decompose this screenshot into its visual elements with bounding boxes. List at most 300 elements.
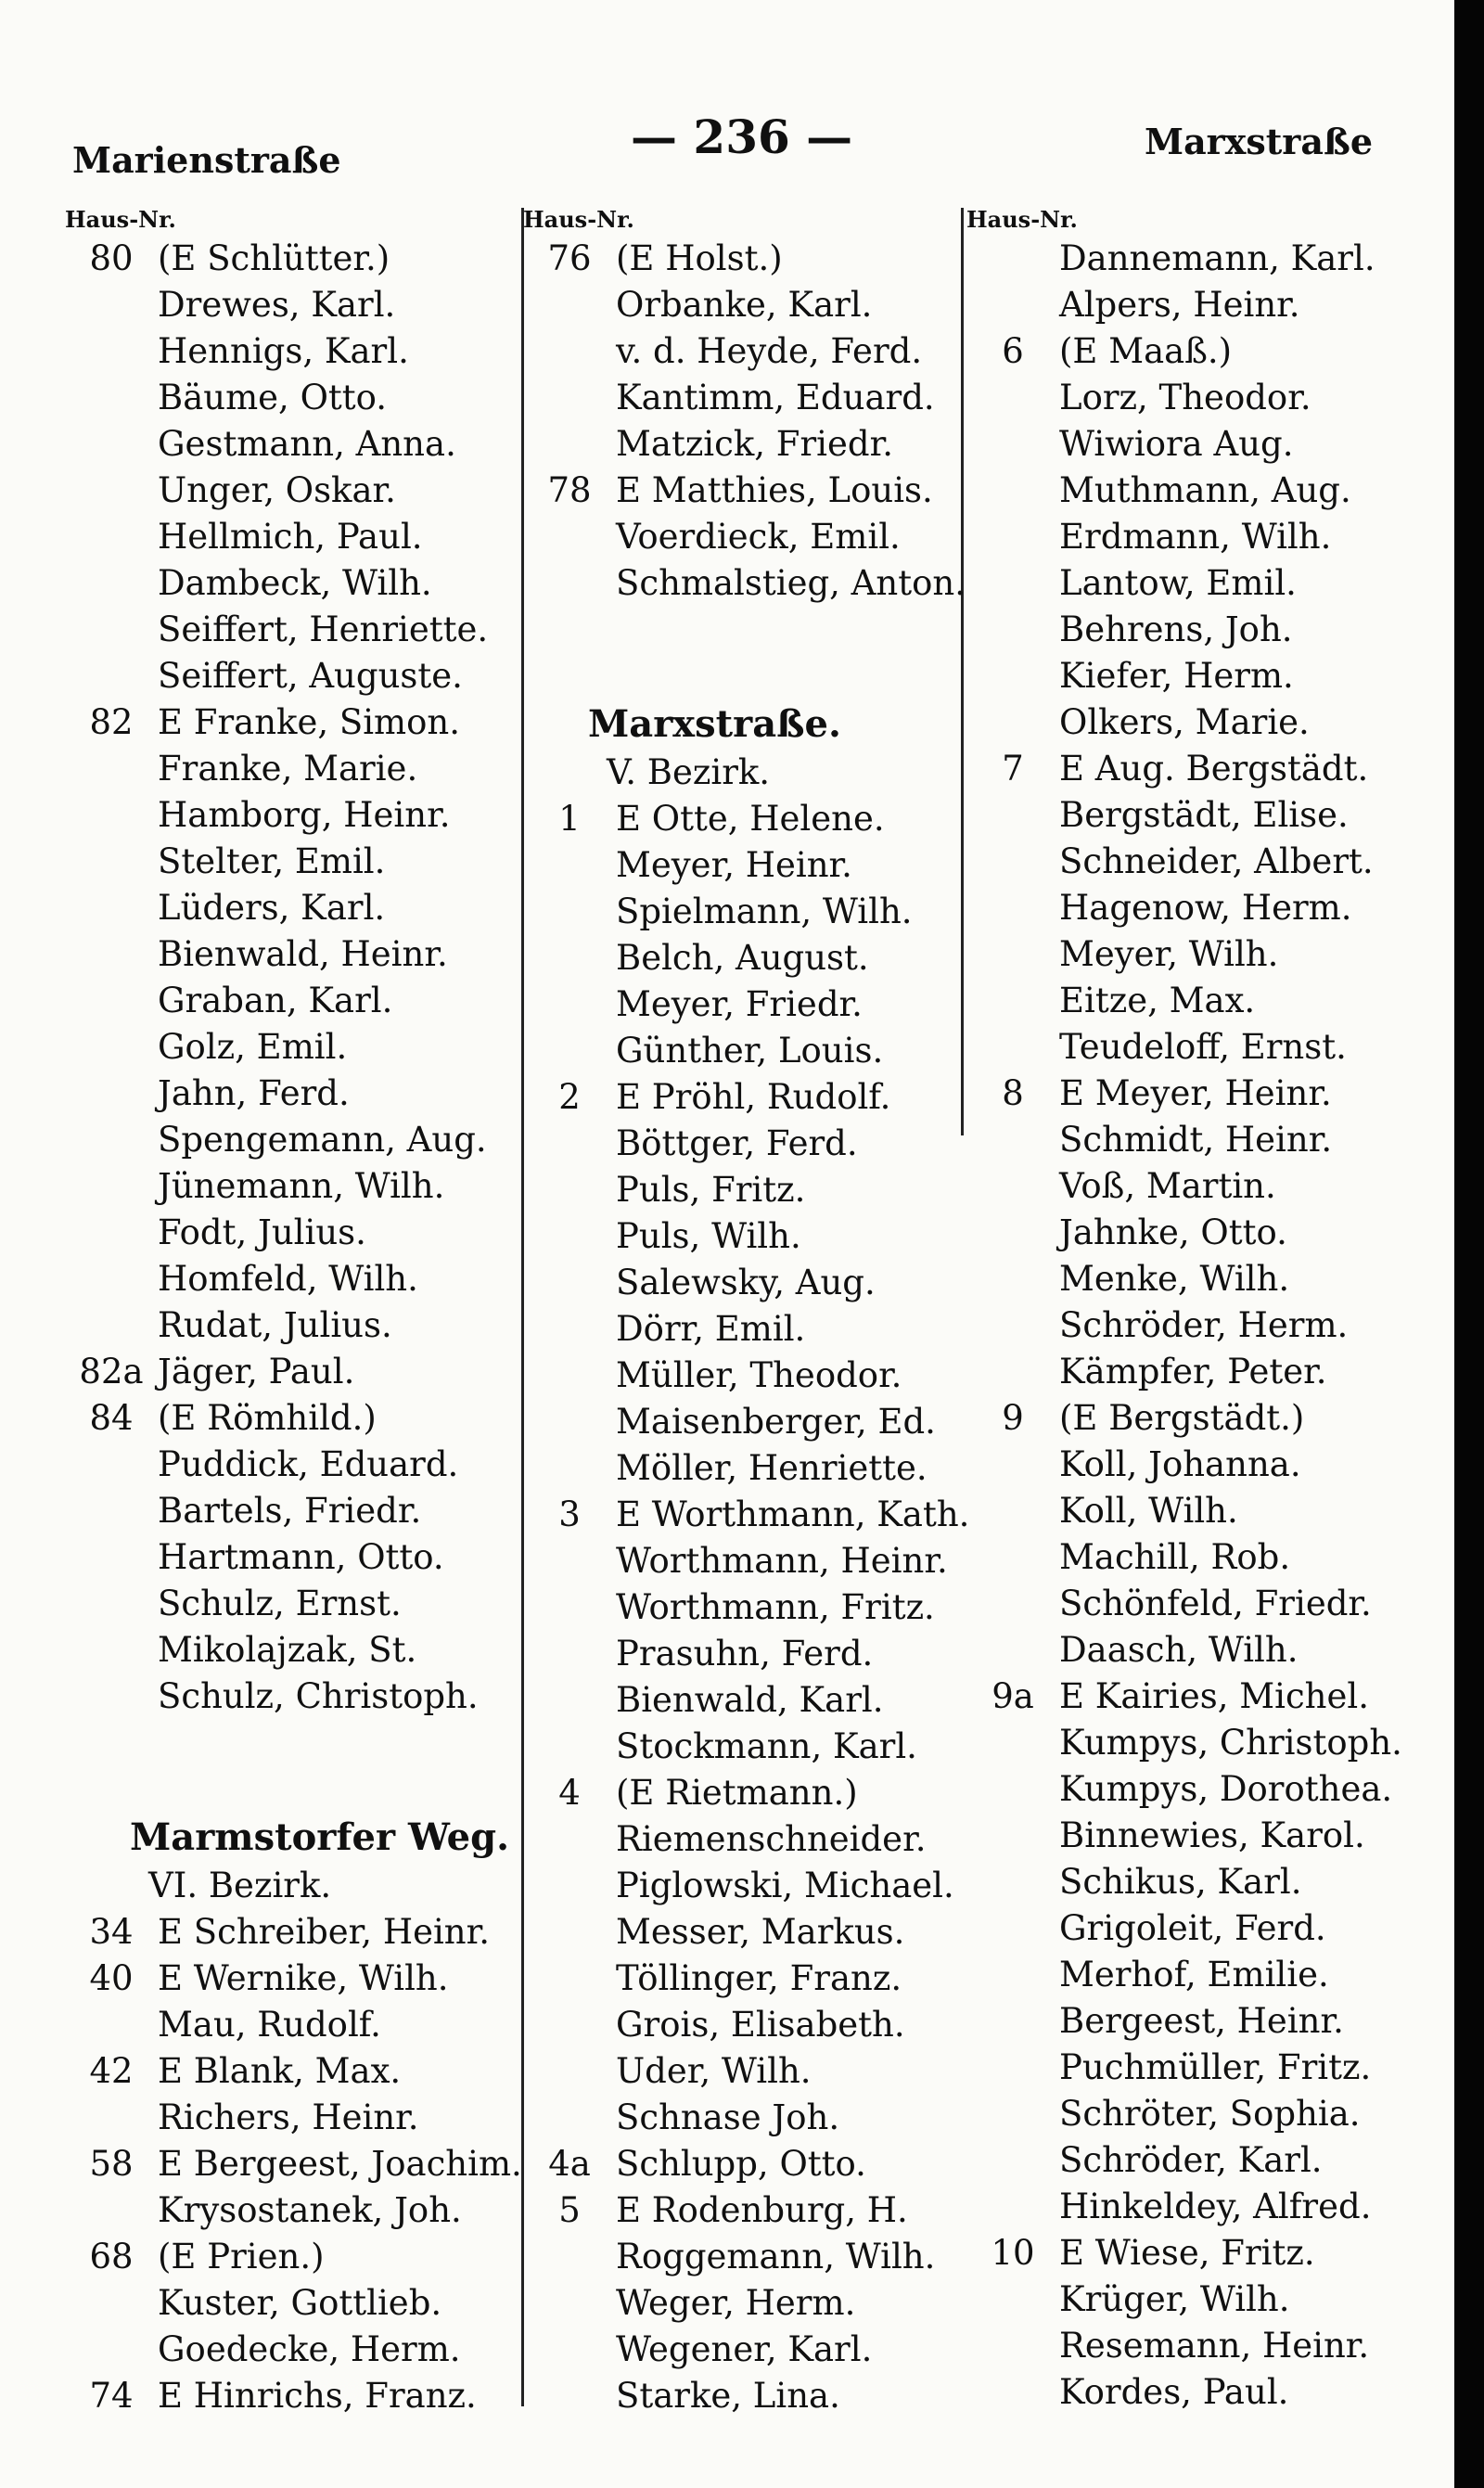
directory-entry bbox=[523, 1028, 978, 1074]
house-number bbox=[523, 2327, 616, 2373]
directory-entry bbox=[65, 514, 529, 560]
resident-name: E Franke, Simon. bbox=[158, 702, 460, 742]
resident-name: (E Rietmann.) bbox=[616, 1773, 858, 1813]
directory-entry bbox=[966, 1627, 1430, 1674]
directory-entry bbox=[966, 2045, 1430, 2091]
directory-entry bbox=[523, 2002, 978, 2048]
house-number: 40 bbox=[89, 1958, 134, 1998]
house-number: 4 bbox=[558, 1773, 581, 1813]
resident-name: Seiffert, Auguste. bbox=[158, 656, 463, 696]
house-number bbox=[966, 699, 1059, 746]
house-number: 9 bbox=[1002, 1398, 1024, 1438]
house-number bbox=[966, 607, 1059, 653]
resident-name: Daasch, Wilh. bbox=[1059, 1630, 1298, 1670]
house-number bbox=[966, 2276, 1059, 2323]
directory-entry bbox=[523, 560, 978, 607]
directory-entry bbox=[523, 889, 978, 935]
resident-name: Töllinger, Franz. bbox=[616, 1958, 902, 1998]
directory-entry bbox=[65, 328, 529, 375]
resident-name: Roggemann, Wilh. bbox=[616, 2237, 936, 2276]
house-number bbox=[65, 1442, 158, 1488]
house-number bbox=[966, 1163, 1059, 1210]
resident-name: E Worthmann, Kath. bbox=[616, 1494, 970, 1534]
resident-name: Drewes, Karl. bbox=[158, 285, 396, 325]
directory-entry bbox=[966, 1349, 1430, 1395]
resident-name: Böttger, Ferd. bbox=[616, 1123, 858, 1163]
directory-entry bbox=[523, 328, 978, 375]
directory-entry bbox=[65, 2327, 529, 2373]
resident-name: Wegener, Karl. bbox=[616, 2329, 873, 2369]
house-number bbox=[65, 1024, 158, 1071]
house-number bbox=[65, 653, 158, 699]
house-number bbox=[966, 1720, 1059, 1766]
directory-entry bbox=[523, 935, 978, 981]
house-number bbox=[65, 792, 158, 839]
directory-entry bbox=[523, 375, 978, 421]
resident-name: Golz, Emil. bbox=[158, 1027, 348, 1067]
spacer bbox=[65, 1766, 529, 1813]
house-number bbox=[523, 1167, 616, 1213]
directory-entry bbox=[966, 746, 1430, 792]
directory-entry bbox=[966, 1024, 1430, 1071]
house-number bbox=[65, 839, 158, 885]
directory-entry bbox=[65, 2373, 529, 2419]
house-number: 9a bbox=[991, 1676, 1034, 1716]
resident-name: Jäger, Paul. bbox=[158, 1352, 355, 1391]
house-number bbox=[523, 1863, 616, 1909]
resident-name: Schröder, Karl. bbox=[1059, 2140, 1323, 2180]
house-number bbox=[65, 1071, 158, 1117]
house-number bbox=[65, 282, 158, 328]
directory-entry bbox=[966, 2137, 1430, 2184]
directory-entry bbox=[65, 885, 529, 931]
house-number bbox=[523, 2095, 616, 2141]
house-number bbox=[966, 1766, 1059, 1813]
resident-name: Kordes, Paul. bbox=[1059, 2372, 1289, 2412]
directory-entry bbox=[65, 1349, 529, 1395]
house-number bbox=[523, 1816, 616, 1863]
house-number bbox=[966, 978, 1059, 1024]
resident-name: Bergeest, Heinr. bbox=[1059, 2001, 1344, 2041]
house-number bbox=[966, 2184, 1059, 2230]
resident-name: Grois, Elisabeth. bbox=[616, 2005, 905, 2045]
house-number bbox=[65, 328, 158, 375]
house-number: 4a bbox=[548, 2144, 591, 2184]
house-number bbox=[523, 1213, 616, 1260]
directory-entry bbox=[966, 282, 1430, 328]
resident-name: Unger, Oskar. bbox=[158, 470, 396, 510]
house-number bbox=[966, 2323, 1059, 2369]
resident-name: Prasuhn, Ferd. bbox=[616, 1634, 874, 1674]
house-number bbox=[523, 2234, 616, 2280]
resident-name: E Otte, Helene. bbox=[616, 799, 885, 839]
directory-entry bbox=[65, 1674, 529, 1720]
resident-name: (E Prien.) bbox=[158, 2237, 325, 2276]
district-label: V. Bezirk. bbox=[607, 752, 771, 792]
directory-entry bbox=[966, 792, 1430, 839]
directory-entry bbox=[65, 1024, 529, 1071]
column-2 bbox=[523, 204, 978, 2419]
directory-entry bbox=[966, 2276, 1430, 2323]
directory-entry bbox=[966, 1117, 1430, 1163]
directory-entry bbox=[966, 2184, 1430, 2230]
resident-name: Starke, Lina. bbox=[616, 2376, 840, 2416]
resident-name: Hennigs, Karl. bbox=[158, 331, 409, 371]
house-number bbox=[523, 1306, 616, 1353]
directory-entry bbox=[966, 1071, 1430, 1117]
resident-name: Voß, Martin. bbox=[1059, 1166, 1276, 1206]
directory-entry bbox=[966, 1720, 1430, 1766]
directory-entry bbox=[523, 1306, 978, 1353]
resident-name: Matzick, Friedr. bbox=[616, 424, 893, 464]
directory-entry bbox=[966, 1395, 1430, 1442]
directory-entry bbox=[966, 1998, 1430, 2045]
resident-name: Koll, Wilh. bbox=[1059, 1491, 1238, 1531]
house-number bbox=[966, 2369, 1059, 2416]
resident-name: Eitze, Max. bbox=[1059, 981, 1256, 1020]
house-number: 6 bbox=[1002, 331, 1024, 371]
directory-entry bbox=[65, 468, 529, 514]
directory-entry bbox=[966, 653, 1430, 699]
directory-entry bbox=[523, 1863, 978, 1909]
resident-name: Riemenschneider. bbox=[616, 1819, 927, 1859]
directory-entry bbox=[523, 1584, 978, 1631]
resident-name: Bienwald, Karl. bbox=[616, 1680, 884, 1720]
directory-entry bbox=[65, 1117, 529, 1163]
directory-entry bbox=[523, 1353, 978, 1399]
resident-name: Schikus, Karl. bbox=[1059, 1862, 1302, 1902]
resident-name: Olkers, Marie. bbox=[1059, 702, 1310, 742]
directory-entry bbox=[65, 375, 529, 421]
house-number bbox=[523, 842, 616, 889]
house-number bbox=[966, 931, 1059, 978]
resident-name: Schröter, Sophia. bbox=[1059, 2094, 1361, 2134]
directory-entry bbox=[523, 2187, 978, 2234]
house-number: 3 bbox=[558, 1494, 581, 1534]
house-number bbox=[523, 375, 616, 421]
directory-entry bbox=[523, 2095, 978, 2141]
directory-entry bbox=[523, 981, 978, 1028]
house-number bbox=[65, 978, 158, 1024]
resident-name: Gestmann, Anna. bbox=[158, 424, 456, 464]
resident-name: Schlupp, Otto. bbox=[616, 2144, 866, 2184]
resident-name: Messer, Markus. bbox=[616, 1912, 905, 1952]
directory-entry bbox=[65, 839, 529, 885]
directory-entry bbox=[966, 699, 1430, 746]
resident-name: Maisenberger, Ed. bbox=[616, 1402, 936, 1442]
resident-name: Meyer, Friedr. bbox=[616, 984, 863, 1024]
resident-name: Merhof, Emilie. bbox=[1059, 1955, 1329, 1994]
resident-name: Machill, Rob. bbox=[1059, 1537, 1291, 1577]
resident-name: Schmalstieg, Anton. bbox=[616, 563, 966, 603]
directory-entry bbox=[966, 607, 1430, 653]
directory-entry bbox=[966, 839, 1430, 885]
resident-name: Meyer, Wilh. bbox=[1059, 934, 1279, 974]
directory-entry bbox=[65, 1627, 529, 1674]
house-number bbox=[966, 1488, 1059, 1534]
directory-entry bbox=[523, 1538, 978, 1584]
house-number bbox=[966, 1210, 1059, 1256]
directory-entry bbox=[65, 1163, 529, 1210]
resident-name: Günther, Louis. bbox=[616, 1031, 884, 1071]
house-number bbox=[65, 607, 158, 653]
resident-name: Dörr, Emil. bbox=[616, 1309, 806, 1349]
house-number bbox=[523, 1724, 616, 1770]
directory-entry bbox=[65, 1956, 529, 2002]
house-number bbox=[65, 1256, 158, 1302]
house-number bbox=[523, 981, 616, 1028]
resident-name: Richers, Heinr. bbox=[158, 2097, 419, 2137]
resident-name: E Rodenburg, H. bbox=[616, 2190, 908, 2230]
directory-entry bbox=[65, 421, 529, 468]
resident-name: Krüger, Wilh. bbox=[1059, 2279, 1290, 2319]
resident-name: Dannemann, Karl. bbox=[1059, 238, 1375, 278]
resident-name: Hellmich, Paul. bbox=[158, 517, 423, 557]
spacer bbox=[65, 1720, 529, 1766]
directory-entry bbox=[966, 236, 1430, 282]
directory-entry bbox=[65, 1071, 529, 1117]
house-number: 2 bbox=[558, 1077, 581, 1117]
resident-name: Resemann, Heinr. bbox=[1059, 2326, 1370, 2366]
resident-name: Bartels, Friedr. bbox=[158, 1491, 422, 1531]
resident-name: Orbanke, Karl. bbox=[616, 285, 873, 325]
resident-name: Kumpys, Dorothea. bbox=[1059, 1769, 1393, 1809]
house-number: 42 bbox=[89, 2051, 134, 2091]
resident-name: E Blank, Max. bbox=[158, 2051, 402, 2091]
house-number: 84 bbox=[89, 1398, 134, 1438]
house-number bbox=[966, 1302, 1059, 1349]
directory-entry bbox=[65, 699, 529, 746]
resident-name: Spielmann, Wilh. bbox=[616, 891, 913, 931]
resident-name: Graban, Karl. bbox=[158, 981, 393, 1020]
directory-entry bbox=[523, 282, 978, 328]
house-number bbox=[966, 839, 1059, 885]
resident-name: Behrens, Joh. bbox=[1059, 609, 1293, 649]
house-number bbox=[966, 1952, 1059, 1998]
house-number bbox=[523, 1353, 616, 1399]
house-number bbox=[966, 792, 1059, 839]
resident-name: Jahnke, Otto. bbox=[1059, 1212, 1287, 1252]
house-number bbox=[523, 328, 616, 375]
resident-name: Weger, Herm. bbox=[616, 2283, 856, 2323]
hausnr-label: Haus-Nr. bbox=[523, 206, 634, 233]
resident-name: Hinkeldey, Alfred. bbox=[1059, 2187, 1372, 2226]
resident-name: E Schreiber, Heinr. bbox=[158, 1912, 491, 1952]
resident-name: Grigoleit, Ferd. bbox=[1059, 1908, 1326, 1948]
resident-name: Kiefer, Herm. bbox=[1059, 656, 1294, 696]
directory-entry bbox=[523, 1816, 978, 1863]
directory-entry bbox=[966, 514, 1430, 560]
house-number bbox=[523, 1909, 616, 1956]
directory-entry bbox=[523, 1724, 978, 1770]
resident-name: Puchmüller, Fritz. bbox=[1059, 2047, 1372, 2087]
directory-entry bbox=[65, 2141, 529, 2187]
resident-name: Wiwiora Aug. bbox=[1059, 424, 1294, 464]
resident-name: Jünemann, Wilh. bbox=[158, 1166, 445, 1206]
resident-name: Piglowski, Michael. bbox=[616, 1866, 954, 1905]
house-number bbox=[523, 1631, 616, 1677]
resident-name: Mau, Rudolf. bbox=[158, 2005, 381, 2045]
house-number: 1 bbox=[558, 799, 581, 839]
resident-name: Bienwald, Heinr. bbox=[158, 934, 448, 974]
house-number bbox=[966, 1024, 1059, 1071]
house-number: 82a bbox=[79, 1352, 144, 1391]
resident-name: Schröder, Herm. bbox=[1059, 1305, 1349, 1345]
house-number bbox=[523, 2048, 616, 2095]
house-number bbox=[966, 375, 1059, 421]
resident-name: E Aug. Bergstädt. bbox=[1059, 749, 1369, 789]
house-number bbox=[523, 421, 616, 468]
resident-name: Müller, Theodor. bbox=[616, 1355, 902, 1395]
directory-entry bbox=[523, 1677, 978, 1724]
directory-entry bbox=[65, 2002, 529, 2048]
resident-name: Voerdieck, Emil. bbox=[616, 517, 901, 557]
hausnr-label: Haus-Nr. bbox=[966, 206, 1078, 233]
resident-name: E Meyer, Heinr. bbox=[1059, 1073, 1332, 1113]
resident-name: Schnase Joh. bbox=[616, 2097, 840, 2137]
resident-name: Schneider, Albert. bbox=[1059, 841, 1374, 881]
resident-name: Schmidt, Heinr. bbox=[1059, 1120, 1333, 1160]
resident-name: Mikolajzak, St. bbox=[158, 1630, 417, 1670]
directory-entry bbox=[966, 1488, 1430, 1534]
directory-entry bbox=[523, 2141, 978, 2187]
resident-name: Fodt, Julius. bbox=[158, 1212, 366, 1252]
directory-entry bbox=[966, 885, 1430, 931]
house-number bbox=[966, 1627, 1059, 1674]
directory-entry bbox=[523, 2373, 978, 2419]
resident-name: E Wernike, Wilh. bbox=[158, 1958, 449, 1998]
resident-name: Stelter, Emil. bbox=[158, 841, 386, 881]
house-number bbox=[523, 560, 616, 607]
house-number: 80 bbox=[89, 238, 134, 278]
resident-name: Teudeloff, Ernst. bbox=[1059, 1027, 1347, 1067]
directory-entry bbox=[65, 931, 529, 978]
house-number bbox=[966, 2045, 1059, 2091]
house-number bbox=[65, 1117, 158, 1163]
resident-name: Jahn, Ferd. bbox=[158, 1073, 350, 1113]
directory-entry bbox=[65, 1909, 529, 1956]
house-number bbox=[65, 2002, 158, 2048]
house-number: 78 bbox=[547, 470, 592, 510]
house-number bbox=[65, 2095, 158, 2141]
directory-entry bbox=[523, 2327, 978, 2373]
resident-name: Schulz, Ernst. bbox=[158, 1584, 402, 1623]
house-number bbox=[966, 560, 1059, 607]
directory-entry bbox=[523, 1956, 978, 2002]
resident-name: Homfeld, Wilh. bbox=[158, 1259, 418, 1299]
house-number bbox=[966, 421, 1059, 468]
resident-name: E Matthies, Louis. bbox=[616, 470, 933, 510]
directory-entry bbox=[966, 931, 1430, 978]
house-number bbox=[65, 2187, 158, 2234]
house-number bbox=[966, 653, 1059, 699]
resident-name: (E Schlütter.) bbox=[158, 238, 390, 278]
resident-name: Kämpfer, Peter. bbox=[1059, 1352, 1327, 1391]
directory-entry bbox=[966, 375, 1430, 421]
resident-name: E Bergeest, Joachim. bbox=[158, 2144, 522, 2184]
house-number bbox=[966, 2137, 1059, 2184]
house-number bbox=[966, 514, 1059, 560]
header-right-street: Marxstraße bbox=[1145, 121, 1373, 162]
house-number bbox=[966, 2091, 1059, 2137]
resident-name: Puls, Wilh. bbox=[616, 1216, 801, 1256]
house-number bbox=[523, 889, 616, 935]
directory-entry bbox=[65, 2187, 529, 2234]
directory-entry bbox=[523, 514, 978, 560]
resident-name: Kuster, Gottlieb. bbox=[158, 2283, 442, 2323]
directory-entry bbox=[65, 2095, 529, 2141]
house-number bbox=[523, 2373, 616, 2419]
resident-name: E Kairies, Michel. bbox=[1059, 1676, 1369, 1716]
resident-name: Erdmann, Wilh. bbox=[1059, 517, 1332, 557]
resident-name: Hartmann, Otto. bbox=[158, 1537, 444, 1577]
directory-entry bbox=[966, 1534, 1430, 1581]
directory-entry bbox=[65, 282, 529, 328]
directory-entry bbox=[966, 978, 1430, 1024]
resident-name: Belch, August. bbox=[616, 938, 869, 978]
directory-entry bbox=[966, 328, 1430, 375]
directory-entry bbox=[523, 1399, 978, 1445]
house-number bbox=[966, 282, 1059, 328]
resident-name: (E Römhild.) bbox=[158, 1398, 377, 1438]
directory-entry bbox=[523, 1492, 978, 1538]
resident-name: Salewsky, Aug. bbox=[616, 1263, 876, 1302]
house-number bbox=[65, 2327, 158, 2373]
house-number: 10 bbox=[991, 2233, 1035, 2273]
resident-name: Worthmann, Heinr. bbox=[616, 1541, 948, 1581]
directory-entry bbox=[65, 1534, 529, 1581]
directory-entry bbox=[65, 746, 529, 792]
resident-name: Hamborg, Heinr. bbox=[158, 795, 451, 835]
house-number bbox=[523, 2002, 616, 2048]
house-number: 5 bbox=[558, 2190, 581, 2230]
directory-entry bbox=[966, 421, 1430, 468]
resident-name: Rudat, Julius. bbox=[158, 1305, 392, 1345]
directory-entry bbox=[966, 560, 1430, 607]
house-number bbox=[65, 514, 158, 560]
house-number bbox=[65, 1163, 158, 1210]
resident-name: Goedecke, Herm. bbox=[158, 2329, 461, 2369]
house-number bbox=[966, 1859, 1059, 1905]
resident-name: Binnewies, Karol. bbox=[1059, 1815, 1365, 1855]
house-number bbox=[966, 1998, 1059, 2045]
directory-entry bbox=[966, 1952, 1430, 1998]
resident-name: (E Bergstädt.) bbox=[1059, 1398, 1305, 1438]
house-number bbox=[523, 1584, 616, 1631]
street-heading: Marxstraße. bbox=[588, 702, 841, 746]
directory-entry bbox=[65, 978, 529, 1024]
directory-entry bbox=[523, 1074, 978, 1121]
directory-entry bbox=[523, 1167, 978, 1213]
house-number bbox=[966, 1813, 1059, 1859]
directory-entry bbox=[65, 2280, 529, 2327]
house-number bbox=[966, 236, 1059, 282]
resident-name: (E Maaß.) bbox=[1059, 331, 1233, 371]
resident-name: Bergstädt, Elise. bbox=[1059, 795, 1349, 835]
house-number bbox=[523, 1121, 616, 1167]
directory-entry bbox=[523, 1121, 978, 1167]
resident-name: Hagenow, Herm. bbox=[1059, 888, 1352, 928]
house-number bbox=[966, 885, 1059, 931]
resident-name: Möller, Henriette. bbox=[616, 1448, 928, 1488]
resident-name: Lantow, Emil. bbox=[1059, 563, 1297, 603]
directory-entry bbox=[523, 236, 978, 282]
house-number: 68 bbox=[89, 2237, 134, 2276]
resident-name: Lorz, Theodor. bbox=[1059, 378, 1311, 417]
directory-entry bbox=[523, 1770, 978, 1816]
directory-entry bbox=[523, 1445, 978, 1492]
resident-name: Schulz, Christoph. bbox=[158, 1676, 479, 1716]
